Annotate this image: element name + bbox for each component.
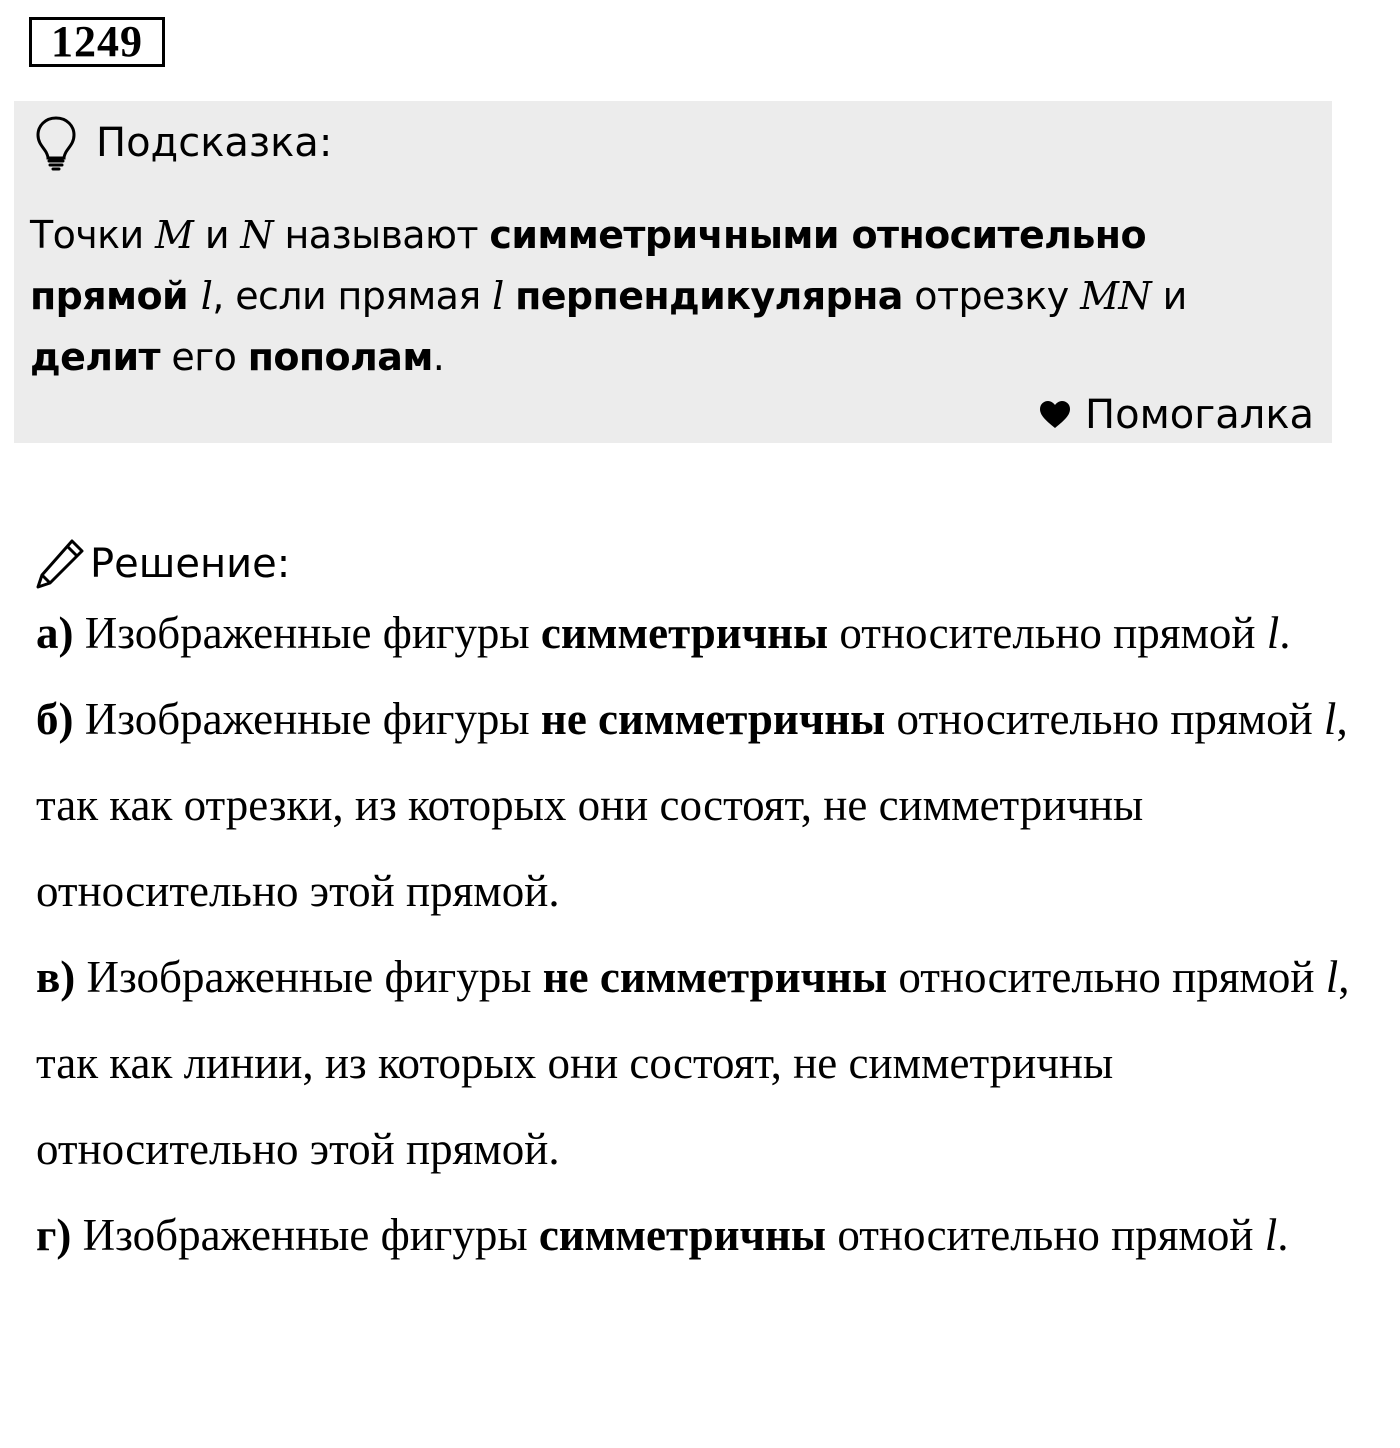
- item-bold-term: не симметричны: [542, 952, 888, 1002]
- hint-panel: [14, 101, 1332, 443]
- solution-header: [34, 534, 290, 594]
- item-text: относительно прямой: [826, 1210, 1265, 1260]
- hint-text: [30, 205, 1320, 388]
- variable-l: l: [200, 274, 213, 318]
- item-label: г): [36, 1210, 72, 1260]
- item-text: Изображенные фигуры: [75, 952, 543, 1002]
- variable-n: N: [240, 213, 274, 257]
- pencil-icon: [34, 537, 86, 591]
- hint-text-segment: Точки: [30, 213, 156, 257]
- variable-l: l: [1325, 952, 1339, 1002]
- item-label: в): [36, 952, 76, 1002]
- item-text: Изображенные фигуры: [73, 608, 541, 658]
- variable-l: l: [1264, 1210, 1278, 1260]
- hint-bold-term: пополам: [247, 335, 433, 379]
- item-bold-term: симметричны: [538, 1210, 827, 1260]
- item-text: относительно прямой: [885, 694, 1324, 744]
- variable-l: l: [1266, 608, 1280, 658]
- solution-item-a: [36, 590, 1376, 676]
- item-label: б): [36, 694, 74, 744]
- solution-title: Решение:: [90, 541, 291, 587]
- item-text: , так как отрезки, из которых они состоят, не симметричны относительно этой прямой.: [36, 694, 1348, 916]
- hint-text-segment: и: [1151, 274, 1187, 318]
- brand-label: Помогалка: [1085, 392, 1314, 438]
- solution-item-g: [36, 1192, 1376, 1278]
- item-text: Изображенные фигуры: [71, 1210, 539, 1260]
- solution-item-b: [36, 676, 1376, 934]
- brand-link[interactable]: [1039, 387, 1314, 443]
- variable-m: M: [155, 213, 194, 257]
- item-text: относительно прямой: [828, 608, 1267, 658]
- hint-line: [30, 327, 1320, 388]
- hint-text-segment: [504, 274, 515, 318]
- item-text: относительно прямой: [887, 952, 1326, 1002]
- lightbulb-icon: [34, 115, 78, 171]
- hint-text-segment: называют: [273, 213, 490, 257]
- hint-text-segment: отрезку: [902, 274, 1081, 318]
- hint-text-segment: и: [193, 213, 241, 257]
- hint-header: [34, 115, 332, 171]
- item-text: .: [1279, 608, 1291, 658]
- hint-text-segment: , если прямая: [212, 274, 493, 318]
- item-text: , так как линии, из которых они состоят, не симметричны относительно этой прямой.: [36, 952, 1350, 1174]
- solution-body: [36, 590, 1376, 1278]
- item-text: Изображенные фигуры: [73, 694, 541, 744]
- variable-l: l: [1323, 694, 1337, 744]
- hint-title: Подсказка:: [96, 120, 333, 166]
- item-bold-term: симметричны: [540, 608, 829, 658]
- hint-line: [30, 205, 1320, 266]
- hint-bold-term: перпендикулярна: [515, 274, 903, 318]
- item-label: а): [36, 608, 74, 658]
- problem-number: 1249: [29, 17, 165, 67]
- hint-bold-term: симметричными относительно: [489, 213, 1146, 257]
- hint-text-segment: .: [432, 335, 445, 379]
- item-text: .: [1277, 1210, 1289, 1260]
- solution-item-v: [36, 934, 1376, 1192]
- hint-bold-term: прямой: [30, 274, 201, 318]
- hint-bold-term: делит: [30, 335, 160, 379]
- hint-line: [30, 266, 1320, 327]
- variable-l: l: [492, 274, 504, 318]
- hint-text-segment: его: [159, 335, 248, 379]
- variable-mn: MN: [1080, 274, 1152, 318]
- heart-icon: [1039, 400, 1071, 430]
- item-bold-term: не симметричны: [540, 694, 886, 744]
